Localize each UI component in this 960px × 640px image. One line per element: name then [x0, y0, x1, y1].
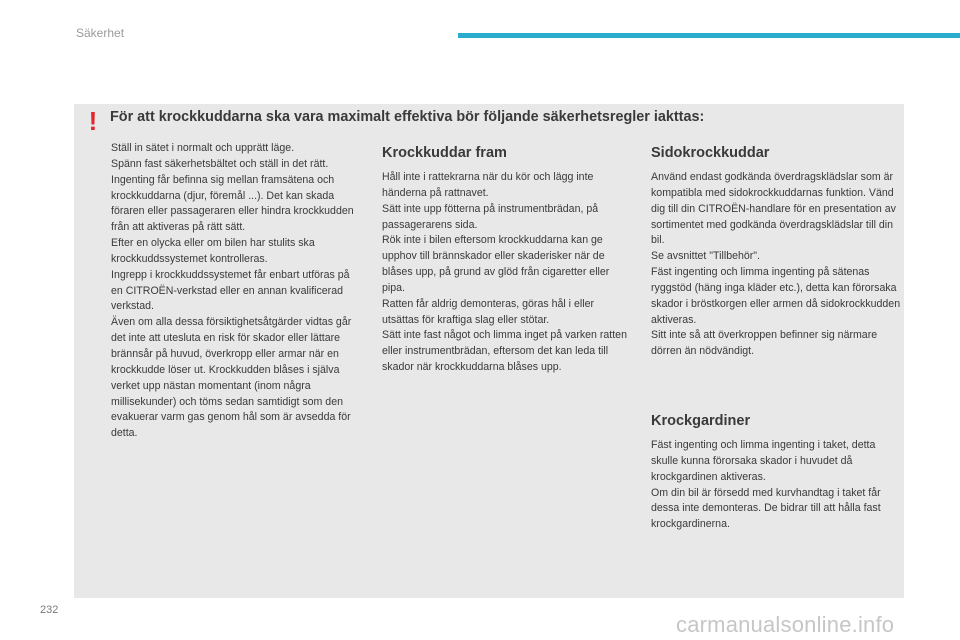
paragraph: Efter en olycka eller om bilen har stulits ska krockkuddssystemet kontrolleras.	[111, 237, 315, 265]
front-airbags-column	[382, 144, 634, 376]
paragraph: Fäst ingenting och limma ingenting på sätenas ryggstöd (häng inga kläder etc.), detta kan förorsaka skador i bröstkorgen eller armen då sidokrockkudden aktiveras.	[651, 266, 901, 326]
paragraph: Ställ in sätet i normalt och upprätt läge.	[111, 142, 295, 154]
paragraph: Spänn fast säkerhetsbältet och ställ in det rätt.	[111, 157, 329, 170]
section-heading: Krockkuddar fram	[382, 145, 507, 161]
paragraph: Sitt inte så att överkroppen befinner sig närmare dörren än nödvändigt.	[651, 329, 878, 358]
watermark: carmanualsonline.info	[676, 612, 895, 637]
paragraph: Fäst ingenting och limma ingenting i taket, detta skulle kunna förorsaka skador i huvudet då krockgardinen aktiveras.	[651, 439, 876, 483]
paragraph: Ratten får aldrig demonteras, göras hål i eller utsättas för kraftiga slag eller stötar.	[382, 297, 594, 326]
paragraph: Sätt inte upp fötterna på instrumentbrädan, på passagerarens sida.	[382, 202, 599, 231]
paragraph: Sätt inte fast något och limma inget på varken ratten eller instrumentbrädan, eftersom det kan leda till skador när krockkuddarna blåses upp.	[382, 329, 627, 374]
paragraph: Om din bil är försedd med kurvhandtag i taket får dessa inte demonteras. De bidrar till att hålla fast krockgardinerna.	[651, 486, 881, 531]
paragraph: Ingenting får befinna sig mellan framsätena och krockkuddarna (djur, föremål ...). Det kan skada föraren eller passageraren eller hindra krockkudden från att aktiveras på rätt sätt.	[111, 173, 354, 234]
paragraph: Även om alla dessa försiktighetsåtgärder vidtas går det inte att utesluta en risk för skador eller lättare brännsår på huvud, överkropp eller armar när en krockkudde löser ut. Krockkudden blåses i själva verket upp nästan momentant (inom några millisekunder) och töms sedan samtidigt som den evakuerar varm gas genom hål som är avsedda för detta.	[111, 316, 352, 440]
curtain-airbags-column	[651, 412, 903, 533]
paragraph: Ingrepp i krockkuddssystemet får enbart utföras på en CITROËN-verkstad eller en annan kvalificerad verkstad.	[111, 268, 350, 313]
section-heading: Krockgardiner	[651, 413, 751, 429]
paragraph: Se avsnittet "Tillbehör".	[651, 250, 760, 263]
section-label: Säkerhet	[76, 26, 125, 40]
paragraph: Använd endast godkända överdragsklädslar som är kompatibla med sidokrockkuddarnas funktion. Vänd dig till din CITROËN-handlare för en presentation av sortimentet med godkända överdragsklädslar till din bil.	[651, 171, 896, 247]
general-rules-column	[111, 141, 363, 442]
panel-headline: För att krockkuddarna ska vara maximalt effektiva bör följande säkerhetsregler iakttas:	[110, 109, 705, 125]
paragraph: Håll inte i rattekrarna när du kör och lägg inte händerna på rattnavet.	[382, 171, 594, 199]
side-airbags-column	[651, 144, 903, 360]
section-heading: Sidokrockkuddar	[651, 145, 770, 161]
header-accent-bar	[458, 33, 960, 38]
paragraph: Rök inte i bilen eftersom krockkuddarna kan ge upphov till brännskador eller skaderisker när de blåses upp, på grund av glöd från cigaretter eller pipa.	[382, 234, 610, 294]
page-number: 232	[40, 604, 59, 616]
exclamation-icon: !	[88, 106, 98, 136]
